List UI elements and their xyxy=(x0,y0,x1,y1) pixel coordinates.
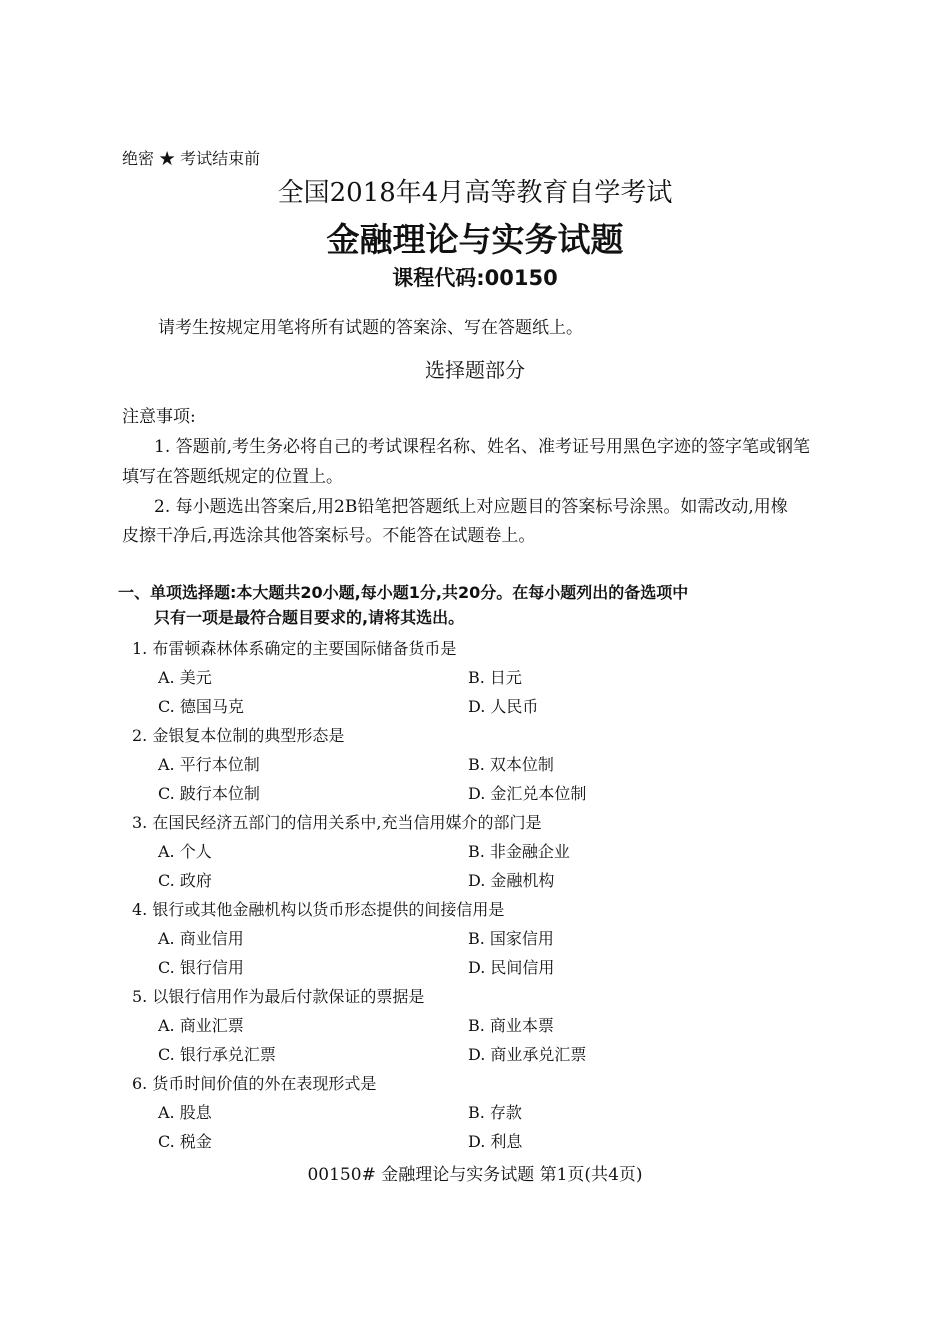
option-c: C. 跛行本位制 xyxy=(158,784,260,803)
answer-instruction: 请考生按规定用笔将所有试题的答案涂、写在答题纸上。 xyxy=(158,318,583,338)
option-a: A. 商业信用 xyxy=(158,929,244,948)
section-heading: 选择题部分 xyxy=(425,358,525,382)
notice-line: 皮擦干净后,再选涂其他答案标号。不能答在试题卷上。 xyxy=(122,526,536,546)
notice-title: 注意事项: xyxy=(122,407,196,427)
course-code: 课程代码:00150 xyxy=(392,266,558,290)
option-c: C. 税金 xyxy=(158,1132,212,1151)
option-a: A. 美元 xyxy=(158,668,212,687)
exam-title: 全国2018年4月高等教育自学考试 xyxy=(277,178,673,208)
part-title-continued: 只有一项是最符合题目要求的,请将其选出。 xyxy=(154,608,465,627)
option-d: D. 金汇兑本位制 xyxy=(468,784,587,803)
question-stem: 3. 在国民经济五部门的信用关系中,充当信用媒介的部门是 xyxy=(132,813,542,832)
question-stem: 4. 银行或其他金融机构以货币形态提供的间接信用是 xyxy=(132,900,505,919)
option-d: D. 商业承兑汇票 xyxy=(468,1045,587,1064)
question-stem: 6. 货币时间价值的外在表现形式是 xyxy=(132,1074,377,1093)
question-stem: 2. 金银复本位制的典型形态是 xyxy=(132,726,345,745)
option-a: A. 股息 xyxy=(158,1103,212,1122)
option-a: A. 商业汇票 xyxy=(158,1016,244,1035)
option-b: B. 商业本票 xyxy=(468,1016,554,1035)
question-stem: 5. 以银行信用作为最后付款保证的票据是 xyxy=(132,987,425,1006)
confidential-label: 绝密 ★ 考试结束前 xyxy=(122,149,261,168)
option-a: A. 平行本位制 xyxy=(158,755,260,774)
subject-title: 金融理论与实务试题 xyxy=(326,220,624,259)
notice-line: 填写在答题纸规定的位置上。 xyxy=(122,467,343,487)
option-b: B. 存款 xyxy=(468,1103,522,1122)
notice-line: 2. 每小题选出答案后,用2B铅笔把答题纸上对应题目的答案标号涂黑。如需改动,用橡 xyxy=(154,497,788,517)
option-d: D. 人民币 xyxy=(468,697,539,716)
option-d: D. 利息 xyxy=(468,1132,523,1151)
option-c: C. 银行承兑汇票 xyxy=(158,1045,276,1064)
option-c: C. 政府 xyxy=(158,871,212,890)
part-title: 一、单项选择题:本大题共20小题,每小题1分,共20分。在每小题列出的备选项中 xyxy=(118,583,689,602)
option-b: B. 日元 xyxy=(468,668,522,687)
question-stem: 1. 布雷顿森林体系确定的主要国际储备货币是 xyxy=(132,639,457,658)
option-b: B. 双本位制 xyxy=(468,755,554,774)
option-c: C. 银行信用 xyxy=(158,958,244,977)
option-b: B. 非金融企业 xyxy=(468,842,570,861)
page-footer: 00150# 金融理论与实务试题 第1页(共4页) xyxy=(307,1165,643,1185)
option-a: A. 个人 xyxy=(158,842,212,861)
notice-line: 1. 答题前,考生务必将自己的考试课程名称、姓名、准考证号用黑色字迹的签字笔或钢笔 xyxy=(154,437,811,457)
option-d: D. 民间信用 xyxy=(468,958,555,977)
option-c: C. 德国马克 xyxy=(158,697,244,716)
option-d: D. 金融机构 xyxy=(468,871,555,890)
option-b: B. 国家信用 xyxy=(468,929,554,948)
